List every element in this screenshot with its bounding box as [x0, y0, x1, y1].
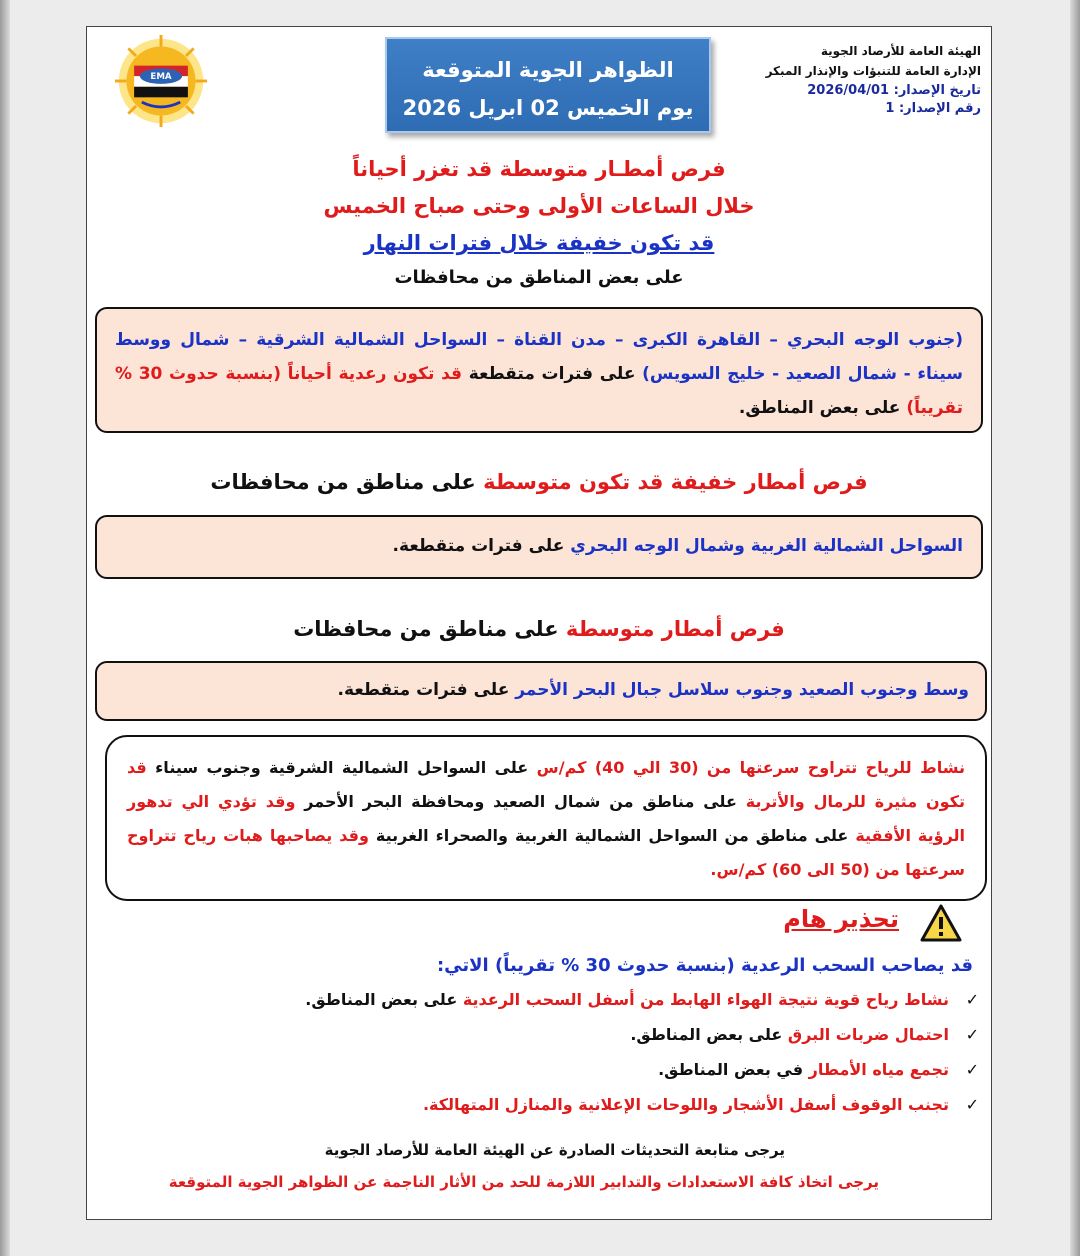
section2-heading-dark: على مناطق من محافظات — [210, 470, 484, 494]
winds-sand: قد تكون مثيرة للرمال والأتربة — [127, 758, 965, 811]
section2-heading — [87, 470, 991, 494]
section1-heading-3: قد تكون خفيفة خلال فترات النهار — [363, 231, 715, 255]
issue-date-label: تاريخ الإصدار: — [893, 83, 981, 98]
section1-thunder: قد تكون رعدية أحياناً (بنسبة حدوث 30 % تقريباً) — [115, 364, 963, 418]
footer-precautions: يرجى اتخاذ كافة الاستعدادات والتدابير اللازمة للحد من الأثار الناجمة عن الظواهر الجوية المتوقعة — [168, 1173, 879, 1191]
section1-heading-4: على بعض المناطق من محافظات — [394, 267, 684, 288]
winds-gusts: وقد يصاحبها هبات رياح تتراوح سرعتها من (50 الى 60) كم/س. — [127, 826, 965, 879]
logo-text: EMA — [150, 72, 172, 83]
org-department: الإدارة العامة للتنبؤات والإنذار المبكر — [765, 64, 981, 78]
section2-regions: السواحل الشمالية الغربية وشمال الوجه البحري — [570, 536, 963, 556]
winds-region-2: على مناطق من شمال الصعيد ومحافظة البحر الأحمر — [295, 792, 746, 811]
section1-regions-box — [95, 307, 983, 433]
warning-item-text: تجنب الوقوف أسفل الأشجار واللوحات الإعلانية والمنازل المتهالكة. — [422, 1095, 949, 1114]
issue-number-row — [766, 99, 981, 119]
warning-item-suffix: على بعض المناطق. — [305, 990, 463, 1009]
warning-item-text: نشاط رياح قوية نتيجة الهواء الهابط من أسفل السحب الرعدية — [462, 990, 949, 1009]
warning-item — [119, 985, 979, 1020]
footer-followup: يرجى متابعة التحديثات الصادرة عن الهيئة العامة للأرصاد الجوية — [324, 1141, 785, 1159]
warning-item — [119, 1020, 979, 1055]
section1-heading-3-wrap — [87, 231, 991, 255]
winds-visibility: وقد تؤدي الي تدهور الرؤية الأفقية — [127, 792, 966, 845]
warning-item-text: احتمال ضربات البرق — [787, 1025, 949, 1044]
section2-regions-box — [95, 515, 983, 579]
warning-list — [119, 985, 979, 1125]
section1-regions: (جنوب الوجه البحري – القاهرة الكبرى – مدن القناة – السواحل الشمالية الشرقية – شمال ووسط سيناء - شمال الصعيد - خليج السويس) — [115, 330, 964, 384]
check-icon: ✓ — [965, 1025, 979, 1044]
winds-region-1: على السواحل الشمالية الشرقية وجنوب سيناء — [146, 758, 537, 777]
section3-end: على فترات متقطعة. — [337, 680, 516, 700]
section2-heading-red: فرص أمطار خفيفة قد تكون متوسطة — [483, 470, 868, 494]
section3-heading-dark: على مناطق من محافظات — [293, 617, 566, 641]
winds-speed: نشاط للرياح تتراوح سرعتها من (30 الي 40) كم/س — [536, 758, 966, 777]
section1-heading-2: خلال الساعات الأولى وحتى صباح الخميس — [323, 194, 755, 218]
scan-edge-left — [0, 0, 10, 1256]
bulletin-date-title: يوم الخميس 02 ابريل 2026 — [402, 96, 694, 120]
check-icon: ✓ — [965, 1060, 979, 1079]
bulletin-page — [86, 26, 992, 1220]
ema-logo — [113, 33, 209, 129]
warning-title: تحذير هام — [783, 905, 899, 933]
warning-item — [119, 1090, 979, 1125]
section1-end: على بعض المناطق. — [738, 398, 907, 418]
bulletin-title: الظواهر الجوية المتوقعة — [422, 58, 674, 82]
issue-date-row — [766, 81, 981, 101]
warning-item — [119, 1055, 979, 1090]
warning-item-text: تجمع مياه الأمطار — [808, 1060, 949, 1079]
warning-item-suffix: على بعض المناطق. — [630, 1025, 788, 1044]
issue-number: 1 — [885, 101, 895, 116]
org-name: الهيئة العامة للأرصاد الجوية — [820, 44, 981, 58]
winds-box — [105, 735, 987, 901]
section1-heading-1: فرص أمطـار متوسطة قد تغزر أحياناً — [352, 157, 726, 181]
section1-intermittent: على فترات متقطعة — [462, 364, 643, 384]
section3-regions: وسط وجنوب الصعيد وجنوب سلاسل جبال البحر الأحمر — [515, 680, 969, 700]
check-icon: ✓ — [965, 1095, 979, 1114]
warning-intro: قد يصاحب السحب الرعدية (بنسبة حدوث 30 % تقريباً) الاتي: — [436, 955, 973, 976]
warning-triangle-icon — [919, 903, 963, 943]
section3-heading-red: فرص أمطار متوسطة — [565, 617, 785, 641]
section3-regions-box — [95, 661, 987, 721]
section3-heading — [87, 617, 991, 641]
bulletin-title-box — [385, 37, 711, 133]
issue-number-label: رقم الإصدار: — [898, 101, 981, 116]
issue-date: 2026/04/01 — [807, 83, 890, 98]
winds-region-3: على مناطق من السواحل الشمالية الغربية والصحراء الغربية — [368, 826, 856, 845]
scan-edge-right — [1070, 0, 1080, 1256]
check-icon: ✓ — [965, 990, 979, 1009]
warning-item-suffix: في بعض المناطق. — [658, 1060, 809, 1079]
org-header — [766, 41, 981, 119]
section2-end: على فترات متقطعة. — [392, 536, 571, 556]
